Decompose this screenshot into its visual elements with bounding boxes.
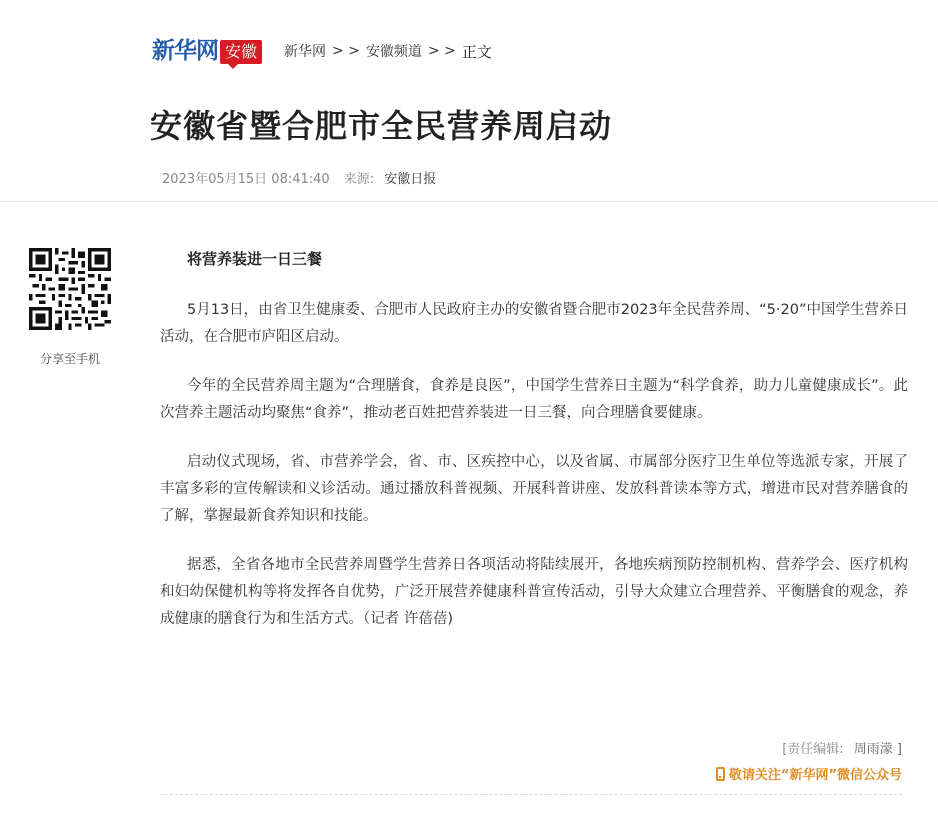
source-info [344, 168, 437, 187]
article-paragraph: 启动仪式现场，省、市营养学会，省、市、区疾控中心，以及省属、市属部分医疗卫生单位等选派专家，开展了丰富多彩的宣传解读和义诊活动。通过播放科普视频、开展科普讲座、发放科普读本等方式，增进市民对营养膳食的了解，掌握最新食养知识和技能。 [160, 454, 908, 524]
footer-divider [160, 794, 902, 795]
article-body [160, 238, 908, 655]
source-label: 来源: [343, 172, 375, 187]
site-logo[interactable] [152, 37, 262, 65]
share-label: 分享至手机 [39, 352, 100, 366]
logo-region-badge: 安徽 [220, 40, 262, 64]
breadcrumb-channel-link[interactable]: 安徽频道 [365, 44, 422, 60]
mobile-phone-icon [716, 767, 725, 781]
breadcrumb [284, 41, 492, 62]
breadcrumb-separator: > > [427, 43, 456, 59]
editor-label: [责任编辑: [782, 742, 844, 757]
follow-text: 敬请关注“新华网”微信公众号 [728, 768, 902, 783]
publish-date: 2023年05月15日 08:41:40 [162, 172, 330, 187]
qr-code-icon[interactable] [29, 248, 111, 330]
breadcrumb-current: 正文 [461, 42, 492, 61]
article-meta [162, 168, 436, 187]
header-divider [0, 201, 938, 202]
breadcrumb-home-link[interactable]: 新华网 [284, 44, 327, 60]
logo-main-text: 新华网 [152, 37, 218, 64]
article-subhead: 将营养装进一日三餐 [187, 250, 323, 268]
article-paragraph: 今年的全民营养周主题为“合理膳食，食养是良医”，中国学生营养日主题为“科学食养，助力儿童健康成长”。此次营养主题活动均聚焦“食养”，推动老百姓把营养装进一日三餐，向合理膳食要健康。 [160, 378, 908, 421]
article-paragraph: 5月13日，由省卫生健康委、合肥市人民政府主办的安徽省暨合肥市2023年全民营养周、“5·20”中国学生营养日活动，在合肥市庐阳区启动。 [160, 302, 908, 345]
share-panel [28, 248, 112, 367]
wechat-follow-link[interactable] [716, 764, 902, 783]
article-paragraph: 据悉，全省各地市全民营养周暨学生营养日各项活动将陆续展开，各地疾病预防控制机构、营养学会、医疗机构和妇幼保健机构等将发挥各自优势，广泛开展营养健康科普宣传活动，引导大众建立合理营养、平衡膳食的观念，养成健康的膳食行为和生活方式。（记者 许蓓蓓) [160, 557, 908, 627]
breadcrumb-separator: > > [332, 43, 360, 59]
responsible-editor [782, 738, 902, 757]
site-header [152, 36, 492, 66]
source-name: 安徽日报 [384, 172, 437, 187]
editor-name: 周雨濛 ] [853, 742, 902, 757]
article-title: 安徽省暨合肥市全民营养周启动 [150, 107, 613, 145]
